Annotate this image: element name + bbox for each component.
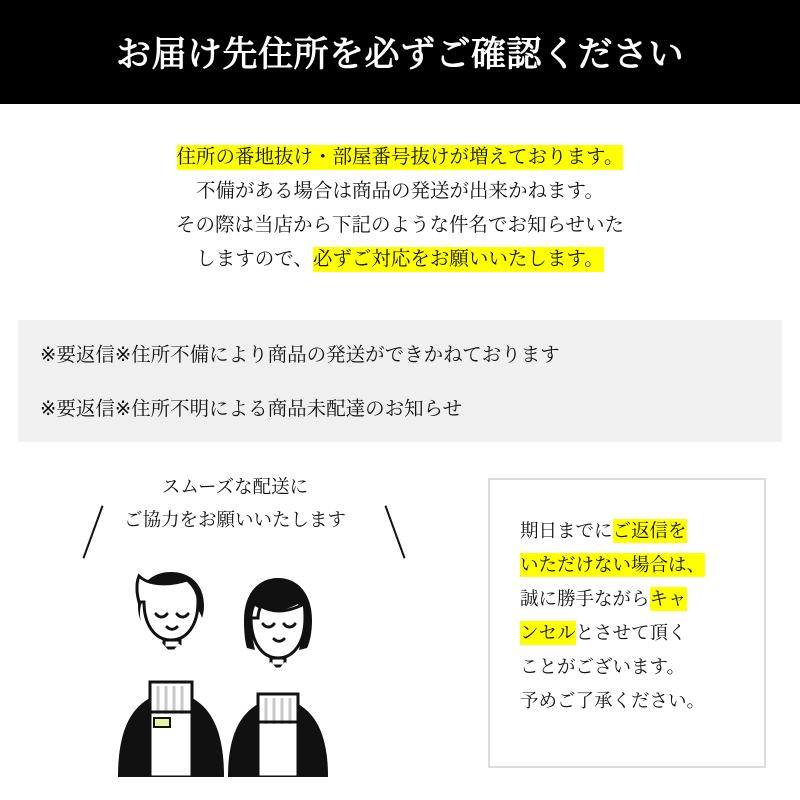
note-line: 予めご了承ください。 [520,690,706,711]
intro-line-4-highlighted: 必ずご対応をお願いいたします。 [312,248,604,270]
subject-line-item: ※要返信※住所不明による商品未配達のお知らせ [40,398,463,420]
note-line-3-highlighted: キャ [649,588,687,609]
intro-line [0,174,800,208]
intro-line-2: 不備がある場合は商品の発送が出来かねます。 [196,180,604,202]
note-line-4-plain: とさせて頂く [575,622,687,643]
intro-line [0,208,800,242]
cooperation-line: スムーズな配送に [161,476,309,497]
cancellation-note-box [488,478,766,768]
note-line-3-plain: 誠に勝手ながら [520,588,650,609]
note-line-4-highlighted: ンセル [520,622,576,643]
email-subject-examples-box [18,320,782,442]
cooperation-message [0,470,470,536]
note-line-2-highlighted: いただけない場合は、 [520,554,706,575]
two-staff-members-illustration [96,562,376,777]
note-line [520,616,738,650]
intro-line-1-highlighted: 住所の番地抜け・部屋番号抜けが増えております。 [176,146,624,168]
note-line-1-plain: 期日までに [520,520,613,541]
intro-paragraph [0,140,800,276]
note-line-1-highlighted: ご返信を [612,520,687,541]
intro-line-3: その際は当店から下記のような件名でお知らせいた [176,214,624,236]
page-title: お届け先住所を必ずご確認ください [115,35,684,74]
note-line [520,514,738,548]
cooperation-block [0,470,470,800]
intro-line [0,242,800,276]
note-line: ことがございます。 [520,656,686,677]
header-banner [0,0,800,104]
note-line [520,582,738,616]
cooperation-line: ご協力をお願いいたします [123,509,346,530]
intro-line [0,140,800,174]
intro-line-4-plain: しますので、 [196,248,313,270]
note-line [520,548,738,582]
subject-line-item: ※要返信※住所不備により商品の発送ができかねております [40,344,560,366]
